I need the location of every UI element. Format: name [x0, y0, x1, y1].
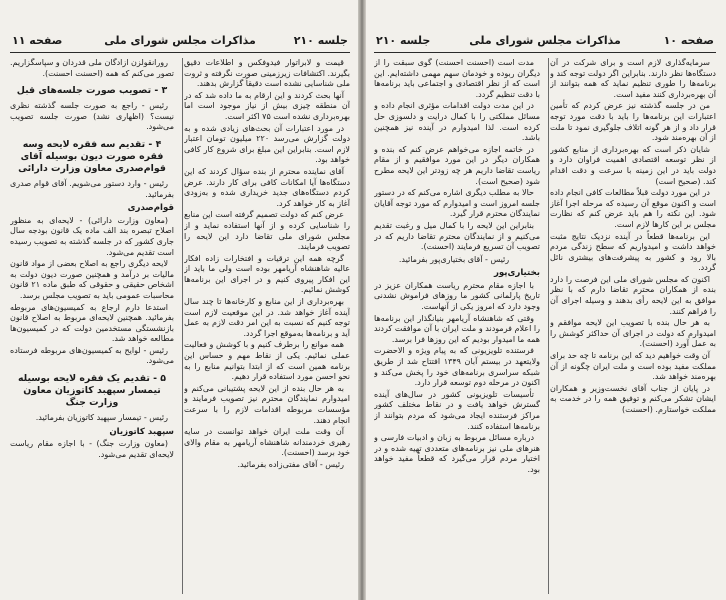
paragraph: قیمت و لابراتوار فیدوفکس و اطلاعات دقیق بگیرند. اکتشافات زیرزمینی صورت نگرفته و ثروت ملی شناسایی نشده است دقیقاً گزارش بدهند.	[184, 58, 350, 89]
paragraph: در مورد اعتبارات آن بحث‌های زیادی شده و به دولت گزارش می‌رسد ۲۲۰ میلیون تومان اعتبار لازم است. بنابراین این مبلغ برای شروع کار کافی خواهد بود.	[184, 123, 350, 165]
paragraph: درباره مسائل مربوط به زبان و ادبیات فارسی و هنرهای ملی نیز برنامه‌های متعددی تهیه شده و در اختیار مردم قرار می‌گیرد که قطعاً مفید خواهد بود.	[374, 433, 540, 474]
paragraph: آن وقت ملت ایران خواهد توانست در سایه رهبری خردمندانه شاهنشاه آریامهر به مقام والای خود برسد (احسنت).	[184, 427, 350, 458]
right-page-left-column	[374, 58, 540, 596]
paragraph: تأسیسات تلویزیونی کشور در سال‌های آینده گسترش خواهد یافت و در نقاط مختلف کشور مراکز فرستنده ایجاد می‌شود که مردم بتوانند از برنامه‌ها استفاده کنند.	[374, 389, 540, 431]
left-page-number: صفحه ۱۱	[12, 34, 63, 47]
paragraph: رئیس - لوایح به کمیسیون‌های مربوطه فرستاده می‌شود.	[10, 345, 174, 366]
paragraph: رئیس - وارد دستور می‌شویم. آقای قوام صدری بفرمائید.	[10, 178, 174, 199]
paragraph: در خاتمه اجازه می‌خواهم عرض کنم که بنده و همکاران دیگر در این مورد موافقیم و از مقام ریاست تقاضا داریم هر چه زودتر این لایحه مطرح شود (صحیح است).	[374, 144, 540, 186]
left-header-rule	[10, 52, 350, 53]
right-header-session: جلسه ۲۱۰	[376, 34, 431, 47]
paragraph: همه موانع را برطرف کنیم و با کوشش و فعالیت عملی نمائیم. یکی از نقاط مهم و حساس این برنامه همین است که از ابتدا بتوانیم منابع را به نحو احسن مورد استفاده قرار دهیم.	[184, 340, 350, 382]
speaker-name: قوام‌صدری	[127, 203, 174, 214]
left-running-header	[10, 34, 350, 50]
paragraph: در این مورد دولت قبلاً مطالعات کافی انجام داده است و اکنون موقع آن رسیده که مرحله اجرا آغاز شود. این نکته را هم باید عرض کنم که نظارت مجلس بر این کارها لازم است.	[550, 188, 716, 229]
paragraph: با اجازه مقام محترم ریاست همکاران عزیز در تاریخ پارلمانی کشور ما روزهای فراموش نشدنی وجود دارد که امروز یکی از آنهاست.	[374, 280, 540, 312]
paragraph: (معاون وزارت جنگ) - با اجازه مقام ریاست لایحه‌ای تقدیم می‌شود.	[10, 439, 174, 459]
paragraph: رئیس - آقای مفتی‌زاده بفرمائید.	[237, 459, 344, 469]
left-page-column-divider	[182, 58, 183, 594]
paragraph: رورانقولزن ازادگان ملی قدردان و سپاسگزاریم. تصور می‌کنم که همه (احسنت احسنت).	[10, 58, 174, 78]
right-header-rule	[374, 52, 716, 53]
paragraph: بهره‌برداری از این منابع و کارخانه‌ها تا چند سال آینده آغاز خواهد شد. در این موقعیت لازم است توجه کنیم که نسبت به این امر دقت لازم به عمل آید و برنامه‌ها به‌موقع اجرا گردد.	[184, 297, 350, 338]
paragraph: حالا به مطلب دیگری اشاره می‌کنم که در دستور جلسه امروز است و امیدوارم که مورد توجه آقایان نمایندگان محترم قرار گیرد.	[374, 188, 540, 219]
section-heading: ۵ - تقدیم یک فقره لایحه بوسیله تیمسار سپهبد کاتوزیان معاون وزارت جنگ	[17, 373, 167, 409]
chair-note: رئیس - آقای بختیاری‌پور بفرمائید.	[398, 254, 510, 264]
section-heading: ۳ - تصویب صورت جلسه‌های قبل	[16, 85, 168, 97]
right-header-title: مذاکرات مجلس شورای ملی	[469, 34, 621, 47]
right-page	[364, 0, 726, 600]
speaker-name: بختیاری‌پور	[493, 268, 540, 279]
paragraph: فرستنده تلویزیونی که به پیام ویژه و الاحضرت ولایتعهد در بیستم آبان ۱۳۴۹ افتتاح شد از طریق شبکه سراسری برنامه‌های خود را پخش می‌کند و اکنون در مرحله دوم توسعه قرار دارد.	[374, 346, 540, 388]
right-page-right-column	[550, 58, 716, 596]
paragraph: رئیس - راجع به صورت جلسه گذشته نظری نیست؟ (اظهاری نشد) صورت جلسه تصویب می‌شود.	[10, 101, 174, 132]
paragraph: استدعا دارم ارجاع به کمیسیون‌های مربوطه بفرمائید. همچنین لایحه‌ای مربوط به اصلاح قانون بازنشستگی مستخدمین دولت که در کمیسیون‌ها مطالعه خواهد شد.	[10, 302, 174, 344]
paragraph: گرچه همه این ترقیات و افتخارات زاده افکار عالیه شاهنشاه آریامهر بوده است ولی ما باید از این افکار پیروی کنیم و در اجرای این برنامه‌ها کوشش نمائیم.	[184, 253, 350, 295]
paragraph: این برنامه‌ها قطعاً در آینده نزدیک نتایج مثبت خواهد داشت و امیدواریم که سطح زندگی مردم بالا رود و کشور به پیشرفت‌های بیشتری نائل گردد.	[550, 231, 716, 273]
paragraph: وقتی که شاهنشاه آریامهر بنیانگذار این برنامه‌ها را اعلام فرمودند و ملت ایران با آن موافقت کردند همه ما امیدوار بودیم که این روزها فرا برسد.	[374, 313, 540, 344]
paragraph: در پایان از جناب آقای نخست‌وزیر و همکاران ایشان تشکر می‌کنم و توفیق همه را در خدمت به مملکت خواستارم. (احسنت)	[550, 383, 716, 414]
paragraph: شایان ذکر است که بهره‌برداری از منابع کشور از نظر توسعه اقتصادی اهمیت فراوان دارد و دولت باید در این زمینه با سرعت و دقت اقدام کند. (صحیح است)	[550, 144, 716, 186]
paragraph: آن وقت خواهیم دید که این برنامه تا چه حد برای مملکت مفید بوده است و ملت ایران چگونه از آن بهره‌مند خواهد شد.	[550, 351, 716, 382]
paragraph: آنها بحث کردند و این ارقام به ما داده شد که در آن منطقه چیزی بیش از نیاز موجود است اما بهره‌برداری نشده است ۷۵ اکثر است.	[184, 90, 350, 121]
right-page-column-divider	[548, 58, 549, 594]
paragraph: عرض کنم که دولت تصمیم گرفته است این منابع را شناسایی کرده و از آنها استفاده نماید و از مجلس شورای ملی تقاضا دارد این لایحه را تصویب فرمایند.	[184, 210, 350, 252]
right-running-header	[374, 34, 716, 50]
paragraph: به هر حال بنده با تصویب این لایحه موافقم و امیدوارم که دولت در اجرای آن حداکثر کوشش را به عمل آورد (احسنت).	[550, 318, 716, 349]
paragraph: بنابراین این لایحه را با کمال میل و رغبت تقدیم می‌کنیم و از نمایندگان محترم تقاضا داریم که در تصویب آن تسریع فرمایند (احسنت).	[374, 220, 540, 252]
left-page-right-column	[184, 58, 350, 596]
paragraph: به هر حال بنده از این لایحه پشتیبانی می‌کنم و امیدوارم نمایندگان محترم نیز تصویب فرمایند و مؤسسات مربوطه اقدامات لازم را با سرعت انجام دهند.	[184, 383, 350, 425]
left-page	[0, 0, 360, 600]
speaker-name: سپهبد کاتوزیان	[109, 426, 174, 437]
paragraph: اکنون که مجلس شورای ملی این فرصت را دارد بنده از همکاران محترم تقاضا دارم که با نظر موافق به این لایحه رأی بدهند و وسیله اجرای آن را فراهم کنند.	[550, 274, 716, 316]
left-header-session: جلسه ۲۱۰	[293, 34, 348, 47]
paragraph: من در جلسه گذشته نیز عرض کردم که تأمین اعتبارات این برنامه‌ها را باید با دقت مورد توجه قرار داد و از هر گونه اتلاف جلوگیری نمود تا ملت از آن بهره‌مند شود.	[550, 101, 716, 143]
paragraph: لایحه دیگری راجع به اصلاح بعضی از مواد قانون مالیات بر درآمد و همچنین صورت دیون دولت به اشخاص حقیقی و حقوقی که طبق ماده ۲۱ قانون محاسبات عمومی باید به تصویب مجلس برسد.	[10, 259, 174, 300]
paragraph: رئیس - تیمسار سپهبد کاتوزیان بفرمائید.	[35, 413, 168, 423]
left-header-title: مذاکرات مجلس شورای ملی	[104, 34, 256, 47]
paragraph: (معاون وزارت دارائی) - لایحه‌ای به منظور اصلاح تبصره بند الف ماده یک قانون بودجه سال جاری کشور که در جلسه گذشته به تصویب رسیده است تقدیم می‌شود.	[10, 215, 174, 257]
left-page-left-column	[10, 58, 174, 596]
right-page-number: صفحه ۱۰	[663, 34, 714, 47]
paragraph: در این مدت دولت اقدامات مؤثری انجام داده و مسائل مملکتی را با کمال درایت و دلسوزی حل کرده است. لذا امیدوارم در آینده نیز همچنین باشد.	[374, 101, 540, 143]
paragraph: سرمایه‌گذاری لازم است و برای شرکت در آن دستگاه‌ها نظر دارند. بنابراین اگر دولت توجه کند و برنامه‌ها را طوری تنظیم نماید که همه بتوانند از آن بهره‌برداری کنند مفید است.	[550, 58, 716, 99]
paragraph: مدت است (احسنت احسنت) گوی سبقت را از دیگران ربوده و خودمان سهم مهمی داشته‌ایم. این است که از نظر اقتصادی و اجتماعی باید برنامه‌ها با دقت تنظیم گردد.	[374, 58, 540, 99]
section-heading: ۴ - تقدیم سه فقره لایحه وسه فقره صورت دیون بوسیله آقای قوام‌صدری معاون وزارت دارائی	[18, 138, 166, 174]
paragraph: آقای نماینده محترم از بنده سؤال کردند که این دستگاه‌ها آیا امکانات کافی برای کار دارند. عرض کردم دستگاه‌های جدید خریداری شده و به‌زودی آغاز به کار خواهد کرد.	[184, 166, 350, 208]
